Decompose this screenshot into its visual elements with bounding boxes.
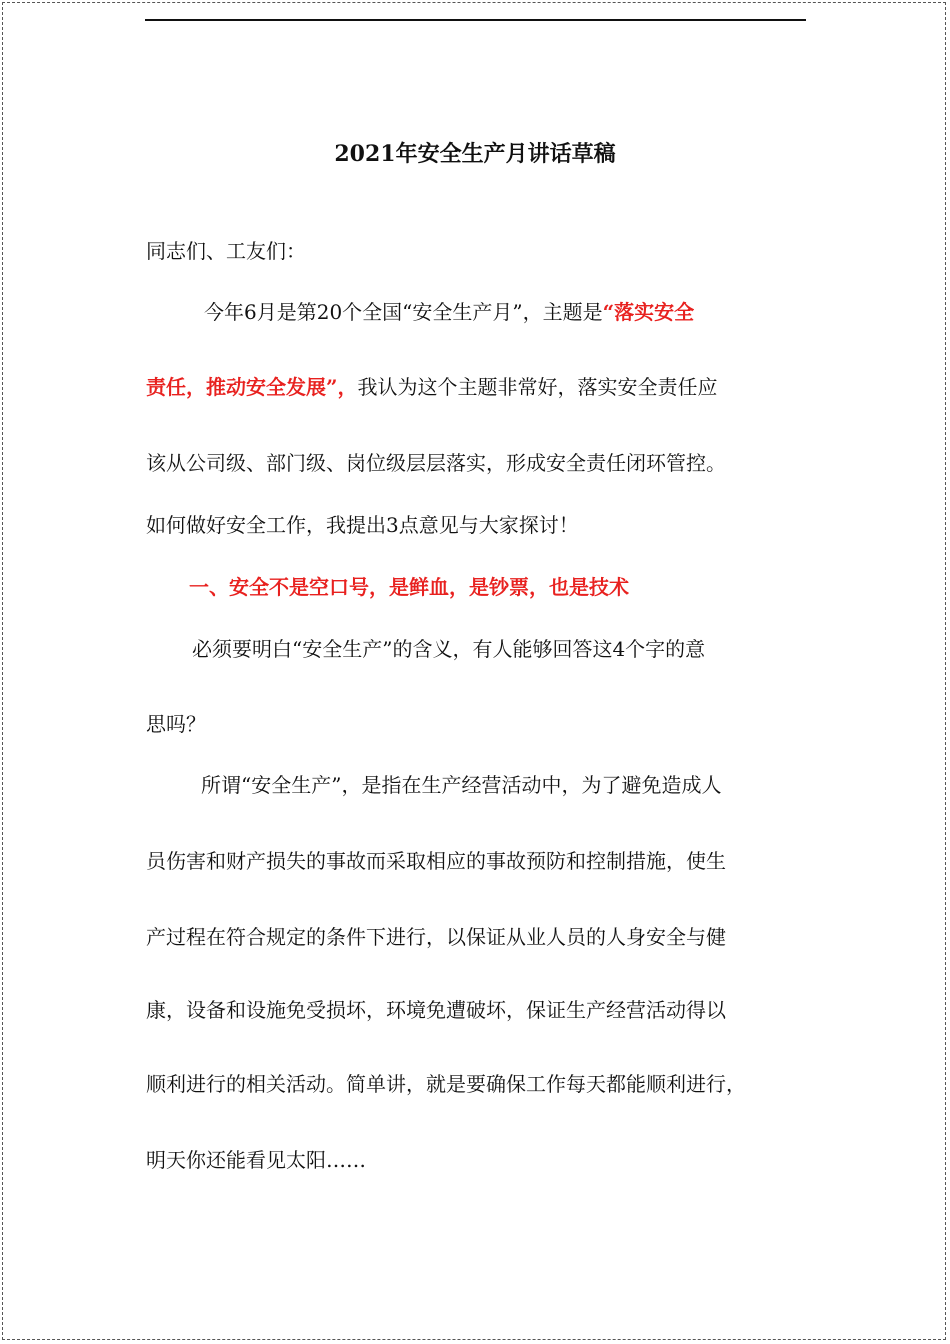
paragraph-3-line-5: 顺利进行的相关活动。简单讲，就是要确保工作每天都能顺利进行， [146, 1072, 746, 1096]
paragraph-3-line-1: 所谓“安全生产”，是指在生产经营活动中，为了避免造成人 [201, 773, 722, 797]
paragraph-3-line-6: 明天你还能看见太阳…… [146, 1148, 366, 1172]
salutation: 同志们、工友们： [146, 239, 306, 263]
theme-highlight-end: 责任，推动安全发展”， [146, 375, 358, 399]
paragraph-2-line-1: 必须要明白“安全生产”的含义，有人能够回答这4个字的意 [192, 637, 706, 661]
document-title: 2021年安全生产月讲话草稿 [334, 141, 616, 167]
paragraph-1-text: 今年6月是第20个全国“安全生产月”，主题是 [204, 300, 603, 324]
section-1-heading: 一、安全不是空口号，是鲜血，是钞票，也是技术 [189, 575, 629, 599]
paragraph-1-text-cont: 我认为这个主题非常好，落实安全责任应 [357, 375, 718, 399]
paragraph-3-line-2: 员伤害和财产损失的事故而采取相应的事故预防和控制措施，使生 [146, 849, 726, 873]
page-border [2, 2, 946, 1340]
header-rule [145, 19, 806, 21]
paragraph-1-line-3: 该从公司级、部门级、岗位级层层落实，形成安全责任闭环管控。 [146, 451, 726, 475]
theme-highlight-start: “落实安全 [602, 300, 695, 324]
paragraph-2-line-2: 思吗？ [146, 712, 206, 736]
paragraph-3-line-3: 产过程在符合规定的条件下进行，以保证从业人员的人身安全与健 [146, 925, 726, 949]
paragraph-1-line-2 [146, 372, 806, 402]
paragraph-1-line-1 [146, 297, 806, 327]
paragraph-1-line-4: 如何做好安全工作，我提出3点意见与大家探讨！ [146, 513, 579, 537]
paragraph-3-line-4: 康，设备和设施免受损坏，环境免遭破坏，保证生产经营活动得以 [146, 998, 726, 1022]
